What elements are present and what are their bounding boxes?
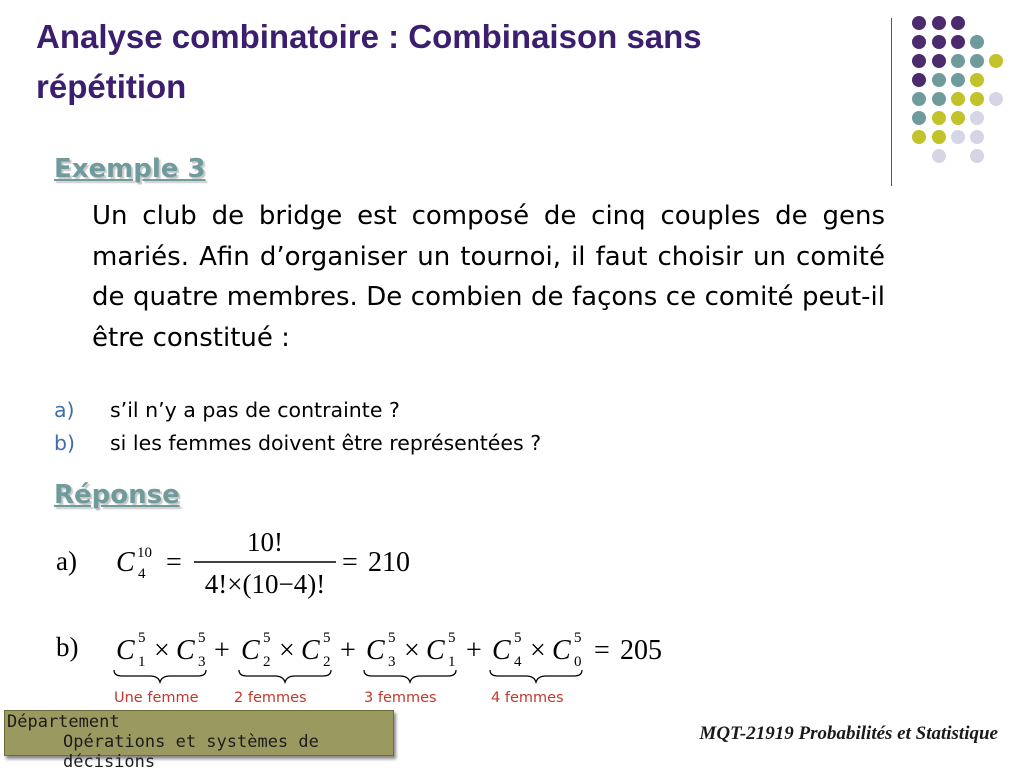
formula-a-denominator: 4!×(10−4)! [204,569,326,599]
answer-b-label: b) [56,632,79,662]
formula-b-c: C [241,635,260,666]
decorative-dot [970,92,984,106]
decorative-dot [932,130,946,144]
formula-b-sup: 5 [323,630,331,646]
decorative-dot [970,149,984,163]
formula-b-c: C [116,635,135,666]
decorative-dot [970,73,984,87]
decorative-dot [970,130,984,144]
decorative-dot [951,111,965,125]
decorative-dot [951,73,965,87]
decorative-dot [932,35,946,49]
department-line-1: Département [7,712,120,732]
formula-a-sub: 4 [138,566,146,582]
course-footer: MQT-21919 Probabilités et Statistique [699,723,998,744]
formula-b-sup: 5 [448,630,456,646]
formula-a-result: 210 [368,547,410,578]
list-item-text: s’il n’y a pas de contrainte ? [110,398,400,422]
formula-b-c: C [552,635,571,666]
formula-b-sup: 5 [514,630,522,646]
brace-label: 4 femmes [491,690,564,706]
formula-b-sub: 3 [388,654,396,670]
formula-a-c: C [116,547,135,578]
formula-b-c: C [366,635,385,666]
formula-b-times: × [154,635,170,666]
decorative-dot [951,35,965,49]
decorative-dot [970,35,984,49]
formula-b-c: C [492,635,511,666]
brace-label: 2 femmes [234,690,307,706]
department-banner [4,710,394,772]
formula-b-sup: 5 [138,630,146,646]
decorative-dot [932,92,946,106]
formula-b-times: × [404,635,420,666]
formula-b-sub: 1 [138,654,146,670]
formula-b-plus: + [340,635,356,666]
formula-a [110,525,430,605]
formula-b-sub: 0 [574,654,582,670]
answer-heading: Réponse [54,480,180,510]
formula-b-c: C [301,635,320,666]
decorative-dot [951,130,965,144]
decorative-dot [912,35,926,49]
formula-b-c: C [176,635,195,666]
answer-a-label: a) [56,546,77,576]
decorative-dot [912,111,926,125]
formula-b-sup: 5 [263,630,271,646]
brace-label: Une femme [114,690,199,706]
decorative-dot [932,16,946,30]
decorative-dot [970,111,984,125]
formula-b-sup: 5 [388,630,396,646]
title-divider [891,18,892,186]
decorative-dot [912,130,926,144]
formula-b-times: × [530,635,546,666]
decorative-dot [989,92,1003,106]
formula-b-equals: = [594,635,610,666]
decorative-dot [932,54,946,68]
underbrace [114,670,206,682]
list-item [54,394,541,427]
formula-b-sub: 2 [263,654,271,670]
list-item-label: a) [54,398,75,422]
decorative-dot [912,73,926,87]
brace-label: 3 femmes [364,690,437,706]
formula-b-sub: 4 [514,654,522,670]
formula-a-sup: 10 [137,545,152,561]
list-item-text: si les femmes doivent être représentées ? [110,431,542,455]
underbrace [490,670,582,682]
question-list [54,394,541,460]
department-line-2: Opérations et systèmes de décisions [63,732,319,772]
underbrace [364,670,456,682]
list-item [54,427,541,460]
decorative-dot [970,54,984,68]
formula-b-sup: 5 [574,630,582,646]
formula-b-times: × [279,635,295,666]
decorative-dot [912,16,926,30]
slide-title: Analyse combinatoire : Combinaison sans répétition [36,18,702,105]
list-item-label: b) [54,431,76,455]
formula-b-c: C [426,635,445,666]
formula-a-equals: = [166,547,182,578]
underbrace [239,670,331,682]
formula-a-numerator: 10! [247,527,283,557]
formula-b-plus: + [466,635,482,666]
formula-b-plus: + [214,635,230,666]
example-text: Un club de bridge est composé de cinq couples de gens mariés. Afin d’organiser un tournoi, il faut choisir un comité de quatre membres. De combien de façons ce comité peut-il être constitué : [92,201,885,353]
formula-b-sup: 5 [198,630,206,646]
decorative-dot [912,92,926,106]
decorative-dot [932,149,946,163]
formula-b-sub: 3 [198,654,206,670]
example-heading: Exemple 3 [54,154,206,184]
decorative-dot [932,73,946,87]
formula-b [110,622,690,684]
formula-b-sub: 1 [448,654,456,670]
formula-b-sub: 2 [323,654,331,670]
decorative-dot [951,54,965,68]
decorative-dot [951,92,965,106]
formula-a-equals: = [342,547,358,578]
decorative-dot [951,16,965,30]
formula-b-result: 205 [620,635,662,666]
decorative-dot [989,54,1003,68]
decorative-dot [912,54,926,68]
decorative-dot [932,111,946,125]
